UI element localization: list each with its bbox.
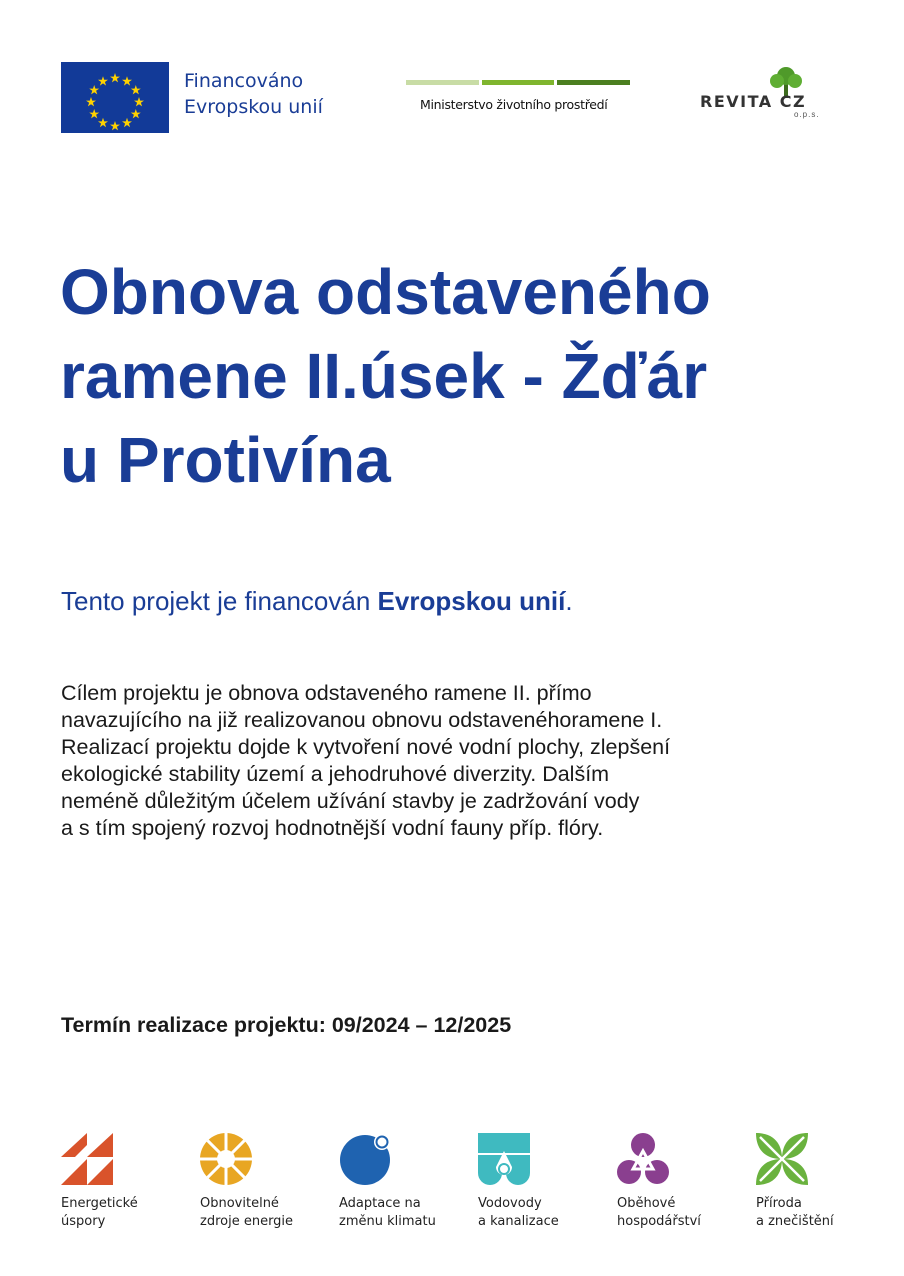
- revita-subtitle: o.p.s.: [794, 110, 820, 119]
- revita-brand: REVITA CZ: [700, 92, 807, 111]
- description-line: navazujícího na již realizovanou obnovu odstavenéhoramene I.: [61, 708, 663, 732]
- icon-label-line1: Energetické: [61, 1196, 138, 1211]
- icon-label-line2: hospodářství: [617, 1214, 701, 1229]
- description-line: a s tím spojený rozvoj hodnotnější vodní fauny příp. flóry.: [61, 816, 604, 840]
- icon-label: [756, 1195, 896, 1231]
- icon-label-line2: a znečištění: [756, 1214, 834, 1229]
- icon-item-circular: [617, 1133, 757, 1231]
- icon-label: [200, 1195, 340, 1231]
- revita-logo: [700, 66, 830, 122]
- icon-item-water: [478, 1133, 618, 1231]
- icon-item-nature: [756, 1133, 896, 1231]
- icon-label: [61, 1195, 201, 1231]
- icon-label-line2: zdroje energie: [200, 1214, 294, 1229]
- ministry-bar-light: [406, 80, 479, 85]
- icon-label-line1: Adaptace na: [339, 1196, 421, 1211]
- icon-label-line1: Oběhové: [617, 1196, 676, 1211]
- icon-label: [339, 1195, 479, 1231]
- eu-funding-line2: Evropskou unií: [184, 96, 323, 118]
- title-line-2: ramene II.úsek - Žďár: [60, 340, 708, 412]
- icon-label-line1: Příroda: [756, 1196, 802, 1211]
- funding-statement: [61, 586, 573, 617]
- description-line: neméně důležitým účelem užívání stavby je zadržování vody: [61, 789, 640, 813]
- page-title: [60, 250, 850, 502]
- ministry-logo: [406, 80, 630, 112]
- icon-label-line1: Obnovitelné: [200, 1196, 279, 1211]
- icon-item-climate: [339, 1133, 479, 1231]
- funding-suffix: .: [565, 586, 573, 616]
- ministry-name: Ministerstvo životního prostředí: [420, 97, 608, 112]
- funding-bold: Evropskou unií: [377, 586, 566, 616]
- energy-savings-icon: [61, 1133, 113, 1185]
- ministry-bar-mid: [482, 80, 555, 85]
- icon-label-line2: a kanalizace: [478, 1214, 559, 1229]
- ministry-bar-dark: [557, 80, 630, 85]
- icon-label-line1: Vodovody: [478, 1196, 542, 1211]
- funding-prefix: Tento projekt je financován: [61, 586, 378, 616]
- project-description: [61, 680, 670, 842]
- icon-item-energy: [61, 1133, 201, 1231]
- nature-pollution-icon: [756, 1133, 808, 1185]
- title-line-3: u Protivína: [60, 424, 391, 496]
- description-line: Cílem projektu je obnova odstaveného ramene II. přímo: [61, 681, 592, 705]
- eu-funding-line1: Financováno: [184, 70, 304, 92]
- climate-adaptation-icon: [339, 1133, 391, 1185]
- renewable-energy-icon: [200, 1133, 252, 1185]
- eu-funding-label: [184, 68, 323, 120]
- program-icons-row: [61, 1133, 861, 1243]
- water-sewerage-icon: [478, 1133, 530, 1185]
- project-term: Termín realizace projektu: 09/2024 – 12/2025: [61, 1013, 512, 1037]
- icon-item-renewable: [200, 1133, 340, 1231]
- description-line: ekologické stability území a jehodruhové diverzity. Dalším: [61, 762, 610, 786]
- ministry-logo-bars: [406, 80, 630, 85]
- description-line: Realizací projektu dojde k vytvoření nové vodní plochy, zlepšení: [61, 735, 671, 759]
- icon-label: [478, 1195, 618, 1231]
- eu-flag-icon: [61, 62, 169, 133]
- icon-label-line2: úspory: [61, 1214, 106, 1229]
- title-line-1: Obnova odstaveného: [60, 256, 711, 328]
- icon-label: [617, 1195, 757, 1231]
- circular-economy-icon: [617, 1133, 669, 1185]
- icon-label-line2: změnu klimatu: [339, 1214, 436, 1229]
